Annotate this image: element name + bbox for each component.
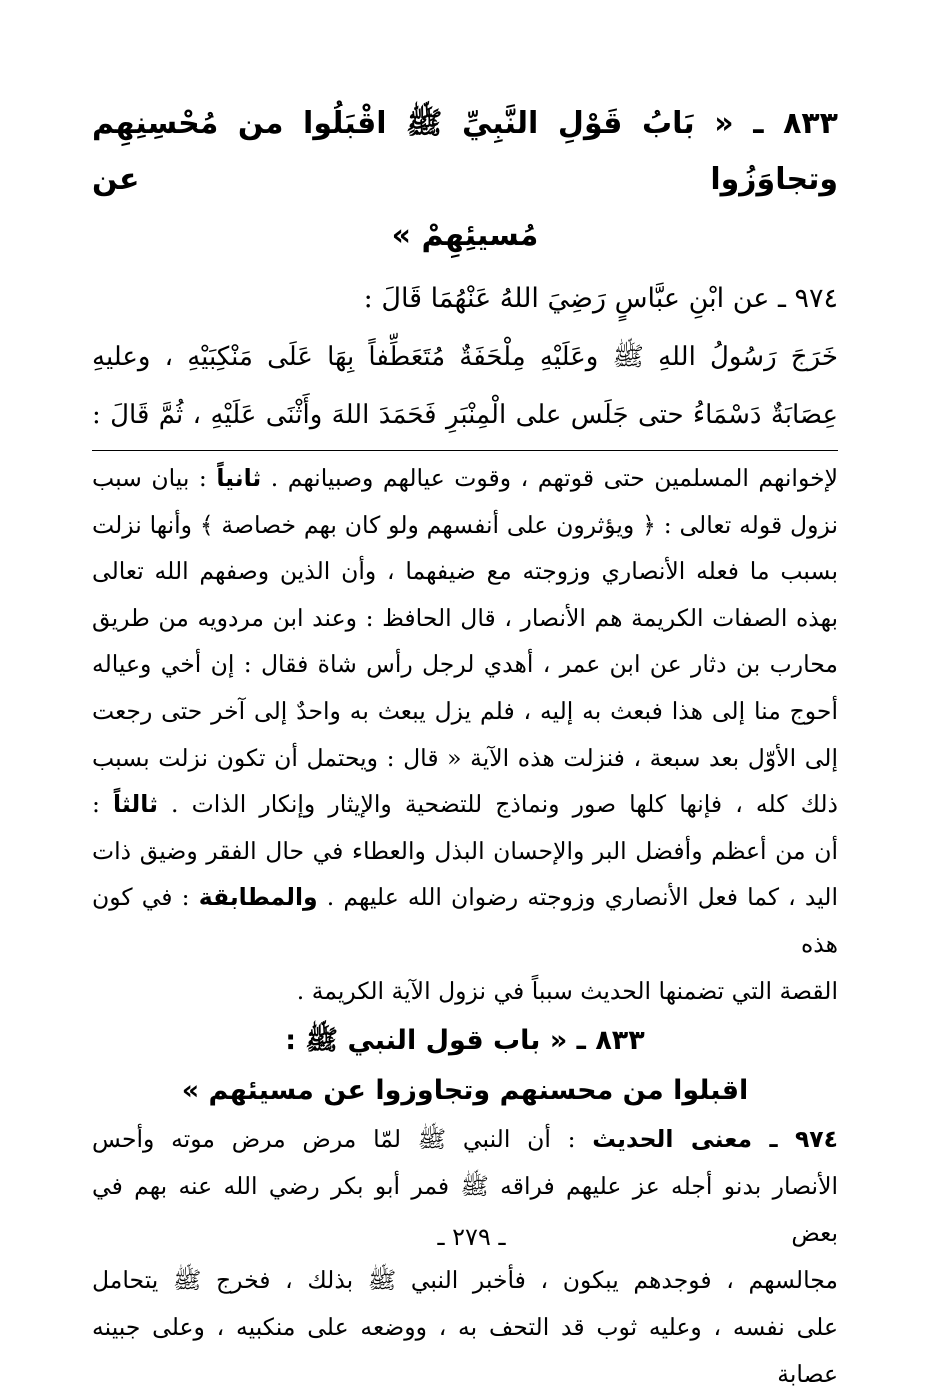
commentary — [92, 455, 838, 1014]
commentary-line: بهذه الصفات الكريمة هم الأنصار ، قال الحافظ : وعند ابن مردويه من طريق — [92, 603, 838, 632]
explanation-line — [92, 1116, 838, 1163]
commentary-text: : في كون هذه — [92, 883, 838, 958]
explanation-text: : أن النبي ﷺ لمّا مرض مرض موته وأحس — [92, 1125, 593, 1154]
commentary-line: القصة التي تضمنها الحديث سبباً في نزول الآية الكريمة . — [296, 976, 838, 1005]
commentary-line: محارب بن دثار عن ابن عمر ، أهدي لرجل رأس شاة فقال : إن أخي وعياله — [92, 650, 838, 679]
footnote-divider — [92, 450, 838, 451]
commentary-line — [92, 781, 838, 828]
commentary-keyword: ثالثاً — [113, 790, 158, 819]
commentary-line — [92, 874, 838, 967]
hadith-text — [92, 328, 838, 444]
section-title-line-1: ٨٣٣ ـ « باب قول النبي ﷺ : — [285, 1025, 645, 1057]
chapter-title-line-1: ٨٣٣ ـ « بَابُ قَوْلِ النَّبِيِّ ﷺ اقْبَلُوا من مُحْسِنِهِم وتجاوَزُوا عن — [92, 106, 838, 197]
explanation — [92, 1116, 838, 1398]
commentary-line: نزول قوله تعالى : ﴿ ويؤثرون على أنفسهم ولو كان بهم خصاصة ﴾ وأنها نزلت — [92, 510, 838, 539]
commentary-line: أحوج منا إلى هذا فبعث به إليه ، فلم يزل يبعث به واحدٌ إلى آخر حتى رجعت — [92, 696, 838, 725]
explanation-heading: ٩٧٤ ـ معنى الحديث — [592, 1125, 838, 1154]
section-title-line-2: اقبلوا من محسنهم وتجاوزوا عن مسيئهم » — [181, 1075, 749, 1107]
commentary-line — [92, 455, 838, 502]
commentary-text: : بيان سبب — [92, 464, 217, 492]
commentary-text: ذلك كله ، فإنها كلها صور ونماذج للتضحية والإيثار وإنكار الذات . — [157, 790, 838, 819]
commentary-line: أن من أعظم وأفضل البر والإحسان البذل والعطاء في حال الفقر وضيق ذات — [92, 836, 838, 865]
page-number: ـ ٢٧٩ ـ — [437, 1223, 506, 1251]
section-title — [92, 1016, 838, 1116]
commentary-line: بسبب ما فعله الأنصاري وزوجته مع ضيفهما ، وأن الذين وصفهم الله تعالى — [92, 557, 838, 586]
commentary-line: إلى الأوّل بعد سبعة ، فنزلت هذه الآية « قال : ويحتمل أن تكون نزلت بسبب — [92, 743, 838, 772]
explanation-line: الأنصار بدنو أجله عز عليهم فراقه ﷺ فمر أبو بكر رضي الله عنه بهم في بعض — [92, 1172, 838, 1248]
hadith-line: عِصَابَةٌ دَسْمَاءُ حتى جَلَس على الْمِنْبَرِ فَحَمَدَ اللهَ وأَثْنَى عَلَيْهِ ، ثُمَّ قَالَ : — [92, 400, 838, 430]
commentary-keyword: ثانياً — [216, 464, 262, 492]
commentary-text: لإخوانهم المسلمين حتى قوتهم ، وقوت عيالهم وصبيانهم . — [261, 464, 839, 492]
explanation-line: مجالسهم ، فوجدهم يبكون ، فأخبر النبي ﷺ بذلك ، فخرج ﷺ يتحامل — [92, 1266, 838, 1295]
page-content — [92, 96, 838, 1398]
chapter-title-line-2: مُسيئِهِمْ » — [391, 218, 539, 253]
commentary-keyword: والمطابقة — [198, 883, 318, 912]
hadith-intro: ٩٧٤ ـ عن ابْنِ عبَّاسٍ رَضِيَ اللهُ عَنْهُمَا قَالَ : — [363, 283, 838, 314]
explanation-line: على نفسه ، وعليه ثوب قد التحف به ، ووضعه على منكبيه ، وعلى جبينه عصابة — [92, 1313, 838, 1389]
commentary-text: اليد ، كما فعل الأنصاري وزوجته رضوان الله عليهم . — [317, 883, 838, 912]
commentary-text: : — [92, 790, 114, 819]
chapter-title — [92, 96, 838, 264]
hadith-line: خَرَجَ رَسُولُ اللهِ ﷺ وعَلَيْهِ مِلْحَفَةٌ مُتَعَطِّفاً بِهَا عَلَى مَنْكِبَيْهِ ، وعليهِ — [92, 342, 838, 372]
